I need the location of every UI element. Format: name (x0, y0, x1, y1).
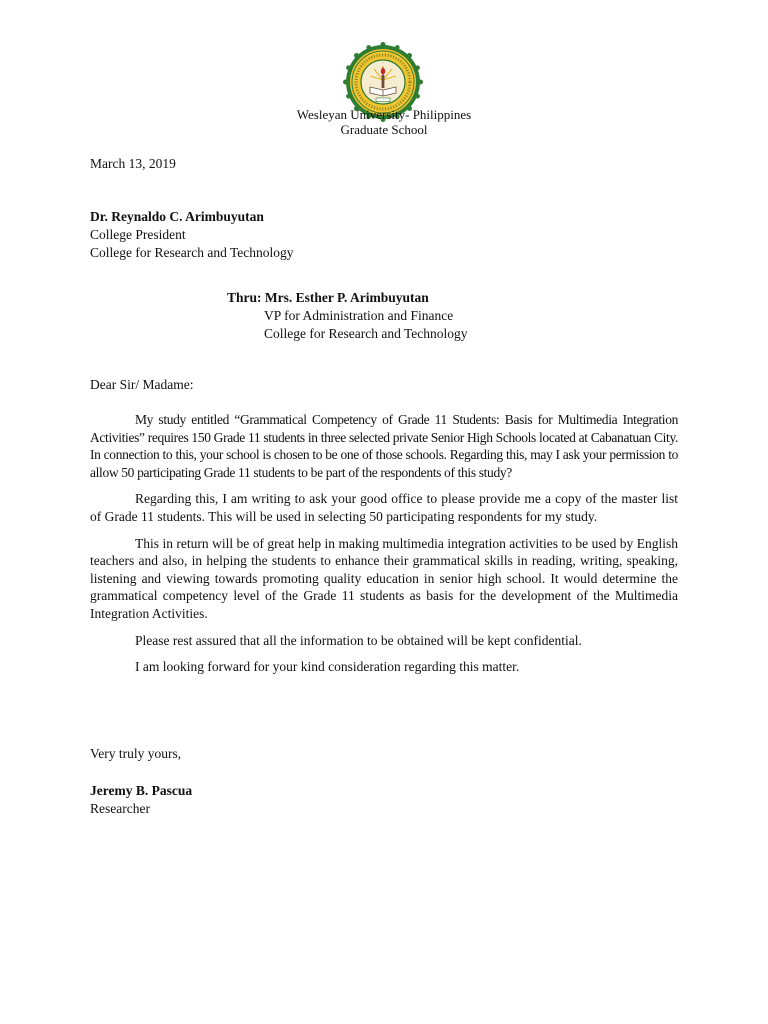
signatory-role: Researcher (90, 801, 150, 816)
addressee-organization: College for Research and Technology (90, 245, 294, 260)
body-paragraph: Regarding this, I am writing to ask your good office to please provide me a copy of the master list of Grade 11 students. This will be used in selecting 50 participating respondents for my study. (90, 491, 678, 524)
letter-date: March 13, 2019 (90, 156, 176, 171)
addressee-block (90, 208, 678, 262)
thru-name: Thru: Mrs. Esther P. Arimbuyutan (227, 290, 429, 305)
addressee-name: Dr. Reynaldo C. Arimbuyutan (90, 209, 264, 224)
body-paragraph: This in return will be of great help in making multimedia integration activities to be used by English teachers and also, in helping the students to enhance their grammatical skills in reading, writing, speaking, listening and viewing towards promoting quality education in senior high school. It would determine the grammatical competency level of the Grade 11 students as basis for the development of the Multimedia Integration Activities. (90, 535, 678, 621)
letterhead (0, 107, 768, 137)
department-name: Graduate School (340, 122, 428, 137)
signature-block (90, 782, 678, 818)
salutation: Dear Sir/ Madame: (90, 377, 194, 392)
institution-name: Wesleyan University- Philippines (296, 107, 472, 122)
body-paragraph: I am looking forward for your kind consideration regarding this matter. (135, 659, 520, 675)
signatory-name: Jeremy B. Pascua (90, 783, 193, 798)
body-paragraph: Please rest assured that all the information to be obtained will be kept confidential. (135, 632, 582, 648)
body-paragraph: My study entitled “Grammatical Competency of Grade 11 Students: Basis for Multimedia Integration Activities” requires 150 Grade 11 students in three selected private Senior High Schools located at Cabanatuan City. In connection to this, your school is chosen to be one of those schools. Regarding this, may I ask your permission to allow 50 participating Grade 11 students to be part of the respondents of this study? (90, 412, 678, 480)
letter-body (90, 411, 678, 685)
thru-organization: College for Research and Technology (264, 326, 468, 341)
addressee-title: College President (90, 227, 186, 242)
thru-block (227, 289, 768, 343)
thru-title: VP for Administration and Finance (264, 308, 454, 323)
complimentary-closing: Very truly yours, (90, 746, 182, 761)
